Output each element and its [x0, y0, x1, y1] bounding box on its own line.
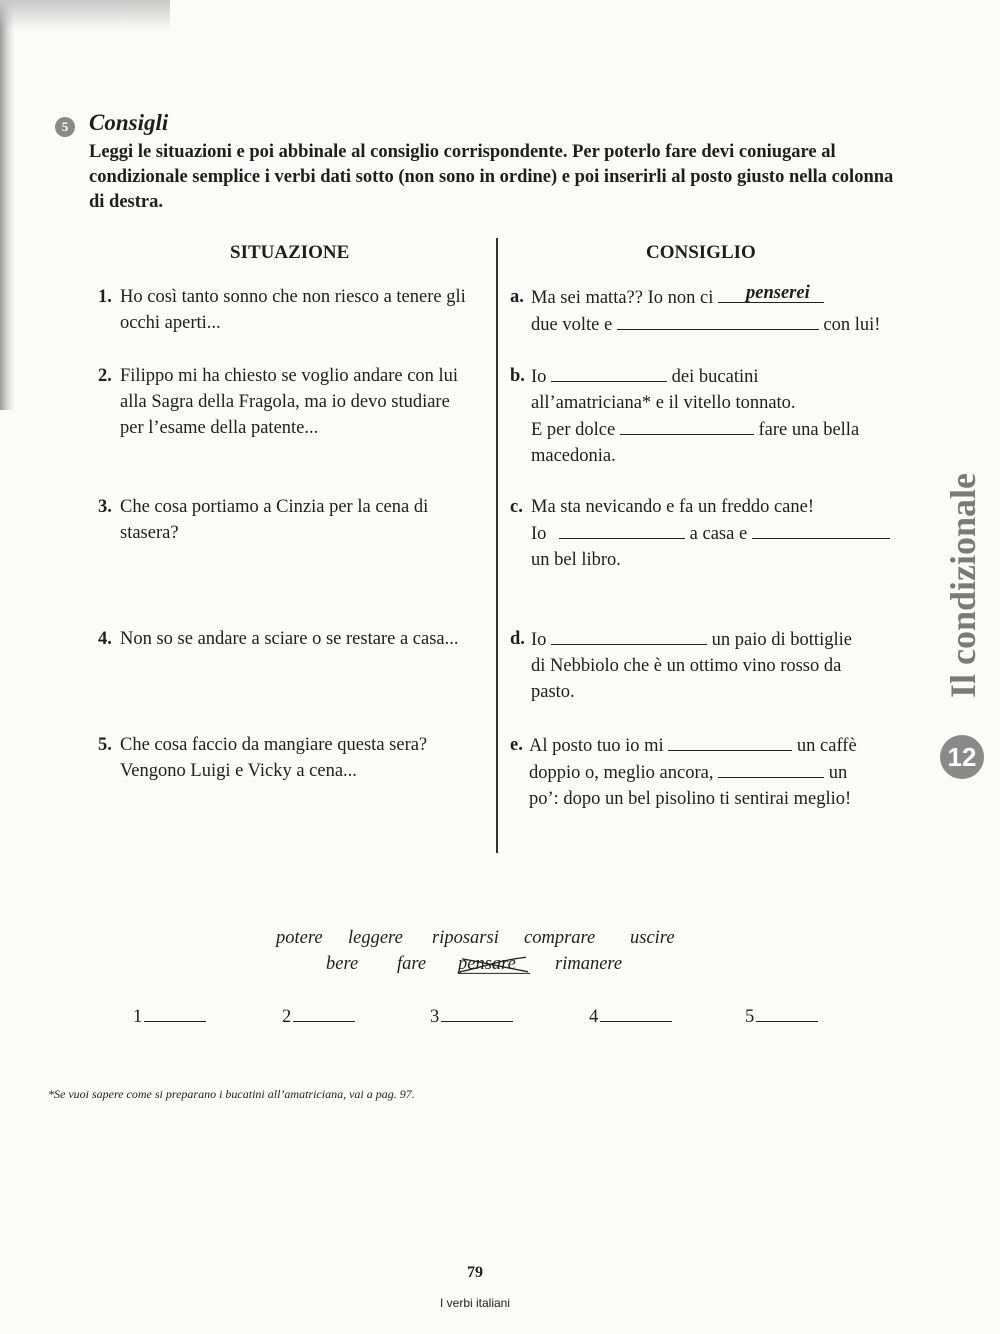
verb-option: fare [397, 954, 427, 974]
column-divider [496, 238, 498, 853]
situation-text: Non so se andare a sciare o se restare a casa... [120, 629, 459, 649]
advice-text: pasto. [531, 682, 575, 702]
advice-text: fare una bella [753, 420, 860, 440]
advice-text: Ma sta nevicando e fa un freddo cane! [531, 497, 815, 517]
advice-text: a casa e [685, 524, 752, 544]
advice-text: Io [531, 367, 552, 387]
situation-2 [98, 363, 486, 441]
situation-column-header: SITUAZIONE [230, 242, 350, 263]
exercise-number-badge: 5 [55, 117, 75, 137]
answer-slot-5[interactable]: 5 [745, 1003, 818, 1028]
exercise-title: Consigli [89, 110, 169, 135]
answer-blank[interactable] [551, 626, 707, 645]
advice-text: un [824, 763, 848, 783]
advice-label: c. [510, 497, 523, 517]
situation-label: 3. [98, 497, 112, 517]
answer-blank[interactable] [551, 363, 667, 382]
advice-text: Ma sei matta?? Io non ci [531, 288, 718, 308]
exercise-instructions: Leggi le situazioni e poi abbinale al consiglio corrispondente. Per poterlo fare devi coniugare al condizionale semplice i verbi dati sotto (non sono in ordine) e poi inserirli al posto giusto nella colonna di destra. [89, 142, 894, 212]
answer-blank[interactable] [620, 416, 754, 435]
situation-4 [98, 626, 490, 652]
advice-c [510, 494, 900, 573]
strikethrough-mark [458, 954, 530, 975]
verb-option: uscire [630, 928, 675, 948]
advice-text: doppio o, meglio ancora, [529, 763, 719, 783]
book-title: I verbi italiani [439, 1296, 511, 1310]
situation-text: Ho così tanto sonno che non riesco a tenere gli occhi aperti... [120, 287, 466, 333]
answer-slot-2[interactable]: 2 [282, 1003, 355, 1028]
verb-option: comprare [524, 928, 596, 948]
answer-blank[interactable] [752, 520, 890, 539]
answer-blank[interactable] [559, 520, 685, 539]
advice-text: un paio di bottiglie [707, 630, 852, 650]
advice-b [510, 363, 900, 469]
verb-option: bere [326, 954, 359, 974]
situation-label: 5. [98, 735, 112, 755]
chapter-side-tab [937, 445, 989, 795]
page-number: 79 [467, 1264, 483, 1281]
advice-text: due volte e [531, 315, 617, 335]
advice-text: un caffè [792, 736, 857, 756]
situation-label: 1. [98, 287, 112, 307]
advice-label: d. [510, 629, 525, 649]
advice-column-header: CONSIGLIO [646, 242, 756, 263]
advice-text: dei bucatini [667, 367, 759, 387]
advice-d [510, 626, 900, 705]
advice-text: po’: dopo un bel pisolino ti sentirai meglio! [529, 789, 852, 809]
advice-text: con lui! [818, 315, 881, 335]
scan-shadow-top [0, 0, 170, 30]
filled-answer: penserei [746, 283, 810, 303]
answer-blank[interactable] [718, 759, 824, 778]
advice-text: all’amatriciana* e il vitello tonnato. [531, 393, 796, 413]
footnote: *Se vuoi sapere come si preparano i bucatini all’amatriciana, vai a pag. 97. [48, 1087, 415, 1101]
answer-blank[interactable] [617, 311, 819, 330]
answer-slot-3[interactable]: 3 [430, 1003, 513, 1028]
advice-a [510, 284, 900, 338]
situation-label: 4. [98, 629, 112, 649]
verb-option: leggere [348, 928, 403, 948]
scan-shadow-left [0, 0, 14, 410]
situation-1 [98, 284, 486, 336]
verb-text: pensare [458, 954, 516, 974]
situation-5 [98, 732, 486, 784]
advice-text: Io [531, 524, 552, 544]
chapter-number-badge: 12 [940, 735, 984, 779]
situation-text: Filippo mi ha chiesto se voglio andare con lui alla Sagra della Fragola, ma io devo studiare per l’esame della patente... [120, 366, 459, 438]
situation-text: Che cosa portiamo a Cinzia per la cena di stasera? [120, 497, 429, 543]
verb-option: rimanere [555, 954, 623, 974]
advice-label: e. [510, 735, 523, 755]
advice-text: un bel libro. [531, 550, 621, 570]
answer-slot-1[interactable]: 1 [133, 1003, 206, 1028]
situation-text: Che cosa faccio da mangiare questa sera? Vengono Luigi e Vicky a cena... [120, 735, 428, 781]
advice-text: Io [531, 630, 552, 650]
verb-option: potere [276, 928, 323, 948]
advice-e [510, 732, 900, 812]
advice-text: di Nebbiolo che è un ottimo vino rosso da [531, 656, 842, 676]
answer-blank[interactable] [668, 732, 792, 751]
chapter-title: Il condizionale [943, 472, 983, 698]
advice-text: E per dolce [531, 420, 620, 440]
situation-3 [98, 494, 486, 546]
advice-text: Al posto tuo io mi [529, 736, 669, 756]
answer-blank-filled[interactable] [718, 284, 824, 303]
situation-label: 2. [98, 366, 112, 386]
advice-label: b. [510, 366, 525, 386]
answer-slot-4[interactable]: 4 [589, 1003, 672, 1028]
verb-option: riposarsi [432, 928, 499, 948]
advice-text: macedonia. [531, 446, 616, 466]
verb-option-crossed-out [458, 954, 530, 975]
advice-label: a. [510, 287, 524, 307]
